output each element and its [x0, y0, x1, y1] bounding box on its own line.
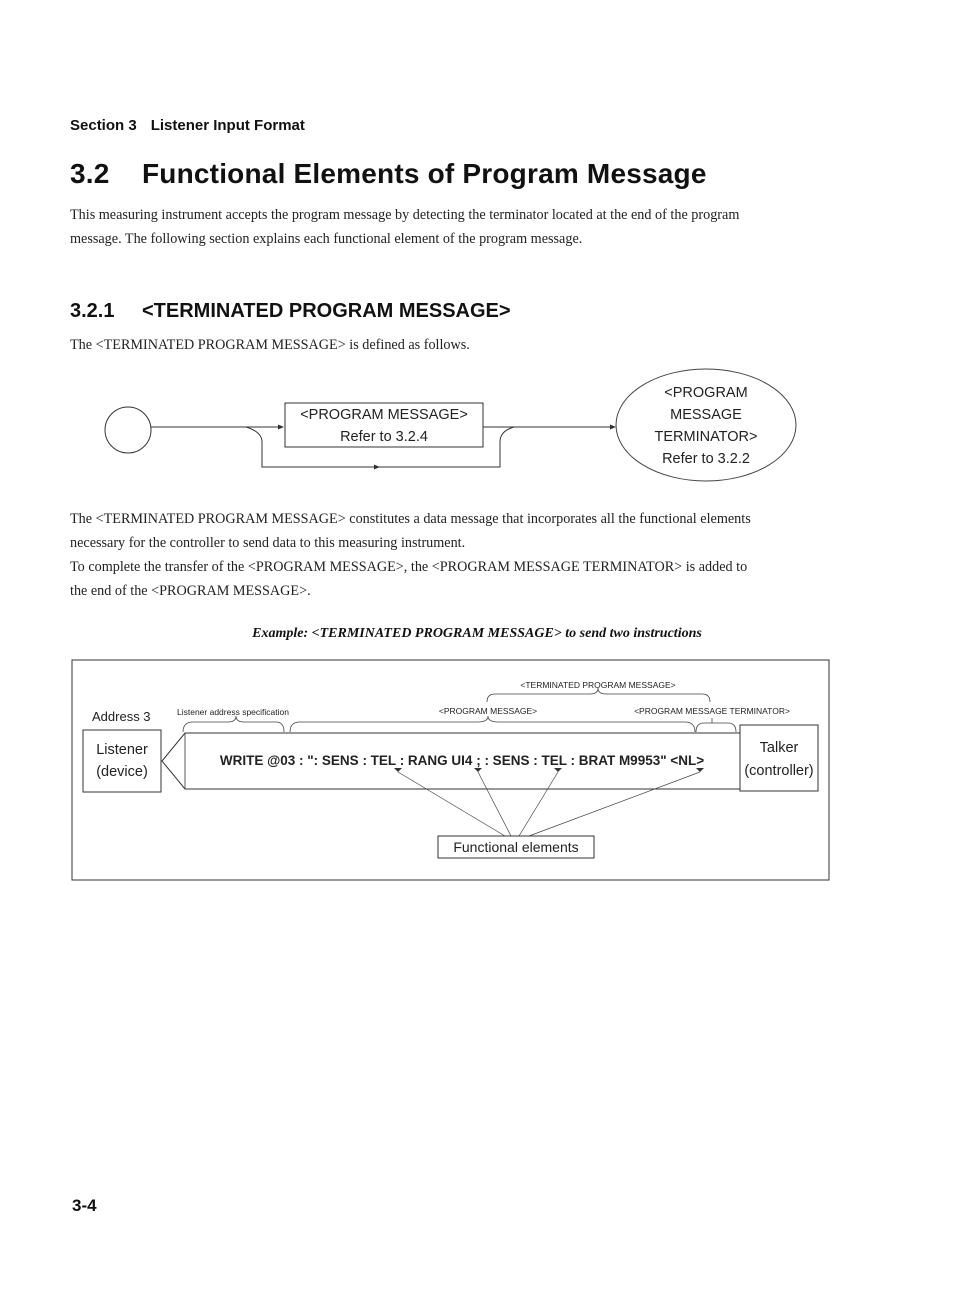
terminated-message-label: <TERMINATED PROGRAM MESSAGE> — [520, 680, 676, 690]
terminator-line4: Refer to 3.2.2 — [662, 451, 750, 467]
program-message-brace — [290, 716, 695, 732]
talker-line1: Talker — [759, 740, 799, 756]
subsection-number: 3.2.1 — [70, 300, 115, 322]
section-number: Section 3 — [70, 117, 137, 134]
flow-arrow-into-terminator — [610, 425, 616, 430]
pointer-arrow-2 — [474, 768, 482, 772]
description-line-1: The <TERMINATED PROGRAM MESSAGE> constitutes a data message that incorporates all the functional elements — [70, 511, 751, 527]
repeat-loop-arrow — [374, 465, 380, 470]
listener-line2: (device) — [96, 764, 148, 780]
terminated-message-brace — [487, 688, 710, 702]
description-line-3: To complete the transfer of the <PROGRAM MESSAGE>, the <PROGRAM MESSAGE TERMINATOR> is added to — [70, 559, 748, 575]
talker-box — [740, 725, 818, 791]
terminator-line2: MESSAGE — [670, 407, 742, 423]
address-label: Address 3 — [92, 709, 151, 724]
terminator-brace — [696, 718, 736, 732]
start-circle — [105, 407, 151, 453]
terminator-label: <PROGRAM MESSAGE TERMINATOR> — [634, 706, 790, 716]
description-line-4: the end of the <PROGRAM MESSAGE>. — [70, 583, 311, 599]
terminator-line3: TERMINATOR> — [654, 429, 758, 445]
talker-line2: (controller) — [744, 763, 814, 779]
program-message-label: <PROGRAM MESSAGE> — [438, 706, 538, 716]
example-caption: Example: <TERMINATED PROGRAM MESSAGE> to send two instructions — [252, 626, 702, 641]
pointer-line-semicolon — [478, 772, 511, 836]
pointer-arrow-1 — [394, 768, 402, 772]
intro-line-2: message. The following section explains each functional element of the program message. — [70, 231, 583, 247]
intro-line-1: This measuring instrument accepts the program message by detecting the terminator located at the end of the program — [70, 207, 740, 223]
command-line: WRITE @03 : ": SENS : TEL : RANG UI4 ; : SENS : TEL : BRAT M9953" <NL> — [219, 753, 705, 768]
program-message-box-line1: <PROGRAM MESSAGE> — [300, 407, 468, 423]
pointer-line-colon-1 — [398, 772, 505, 836]
functional-elements-label: Functional elements — [453, 839, 579, 855]
listener-spec-brace — [183, 716, 284, 732]
pointer-line-terminator — [529, 772, 700, 836]
page-number: 3-4 — [72, 1196, 97, 1215]
pointer-arrow-4 — [696, 768, 704, 772]
terminator-line1: <PROGRAM — [664, 385, 748, 401]
section-title: Listener Input Format — [150, 117, 305, 134]
pointer-arrow-3 — [554, 768, 562, 772]
pointer-line-colon-2 — [519, 772, 558, 836]
listener-box — [83, 730, 161, 792]
description-line-2: necessary for the controller to send data to this measuring instrument. — [70, 535, 466, 551]
description-paragraph — [70, 507, 840, 603]
listener-line1: Listener — [96, 742, 148, 758]
subsection-intro: The <TERMINATED PROGRAM MESSAGE> is defined as follows. — [70, 337, 470, 353]
flow-arrow-into-box — [278, 425, 284, 430]
subsection-title: <TERMINATED PROGRAM MESSAGE> — [142, 300, 511, 322]
page-title-text: Functional Elements of Program Message — [142, 158, 707, 189]
listener-spec-label: Listener address specification — [177, 707, 289, 717]
program-message-box-line2: Refer to 3.2.4 — [340, 429, 428, 445]
page-title-number: 3.2 — [70, 158, 110, 189]
